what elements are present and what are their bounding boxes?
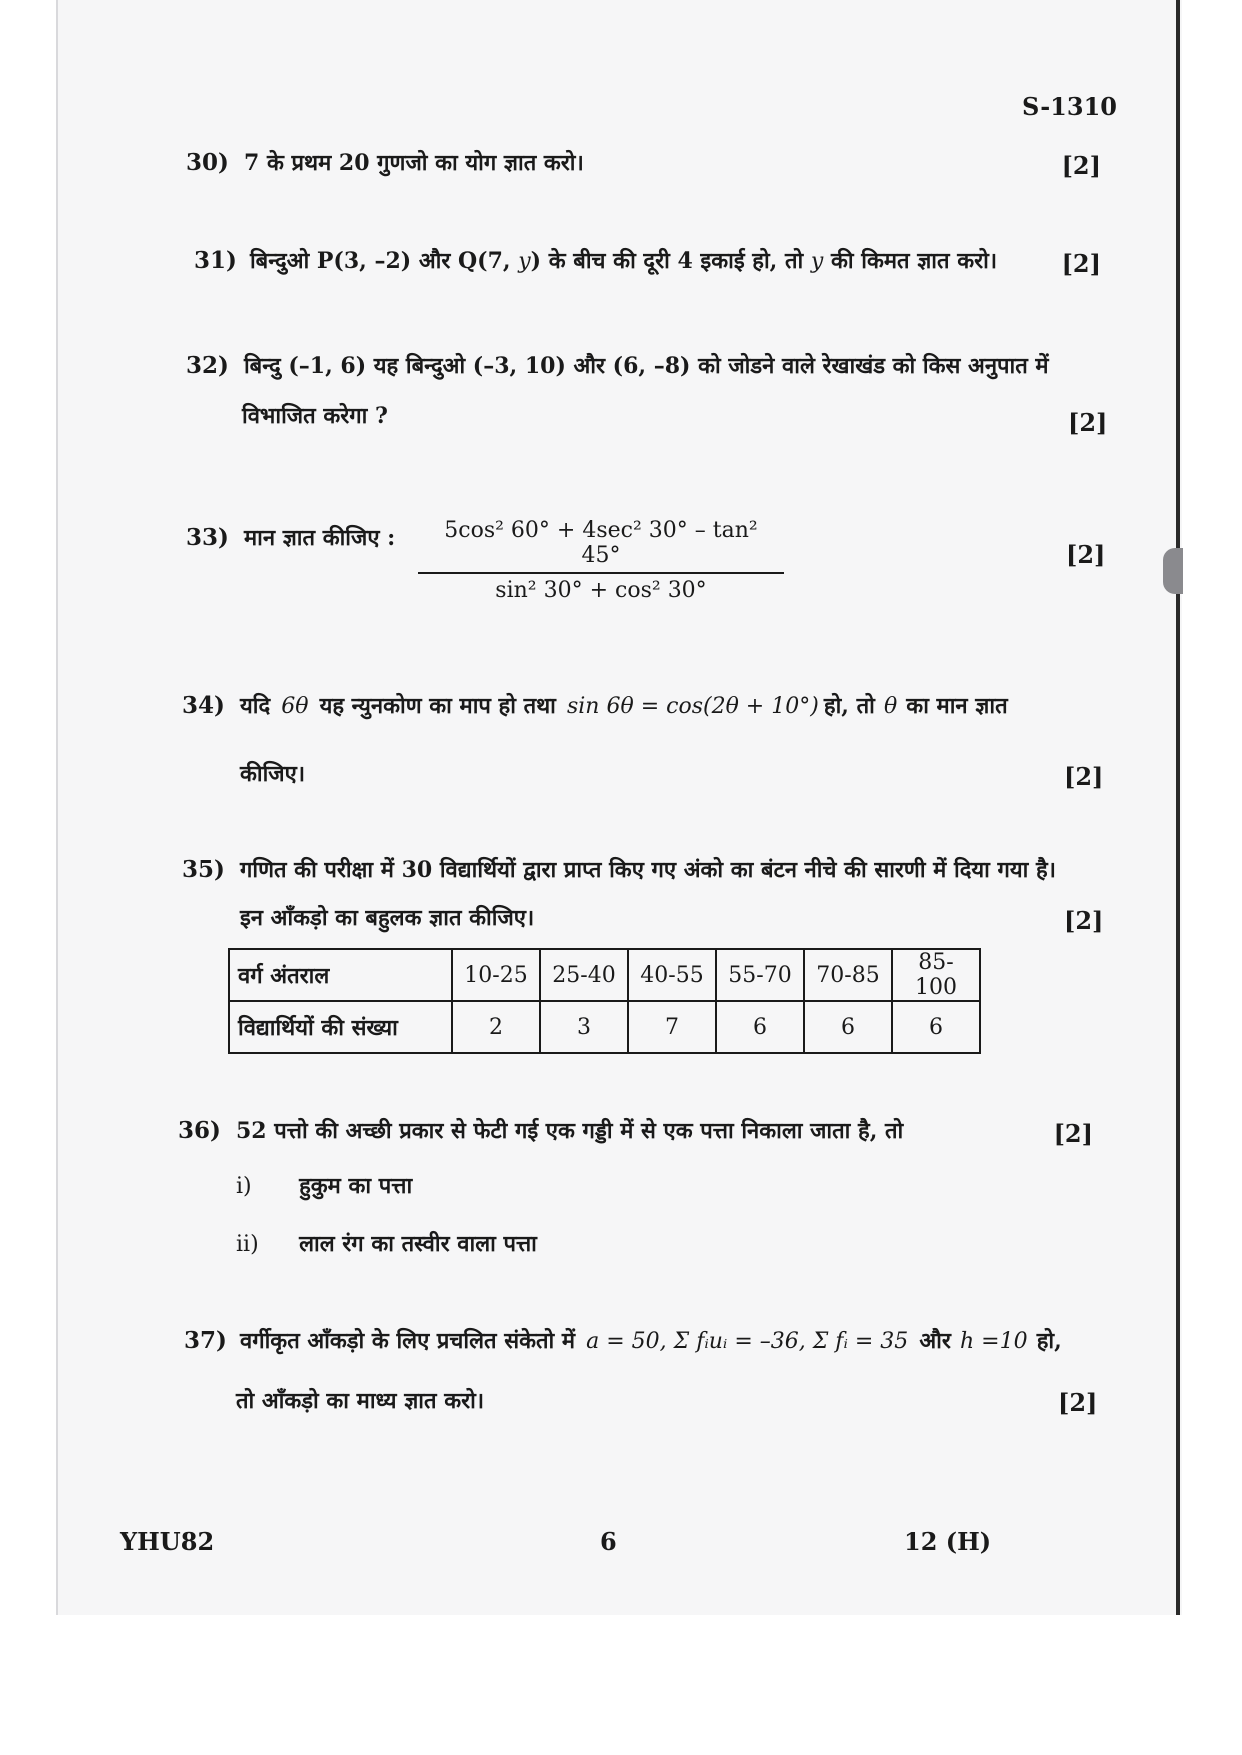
marks: [2] (1064, 762, 1104, 791)
math-expression: sin 6θ = cos(2θ + 10°) (566, 694, 819, 719)
question-text: 7 के प्रथम 20 गुणजो का योग ज्ञात करो। (243, 150, 584, 176)
page-number: 6 (600, 1527, 617, 1556)
part-text: हुकुम का पत्ता (299, 1173, 413, 1199)
question-text: 52 पत्तो की अच्छी प्रकार से फेटी गई एक गड्डी में से एक पत्ता निकाला जाता है, तो (235, 1118, 904, 1144)
marks: [2] (1061, 249, 1101, 278)
question-32 (186, 350, 1101, 380)
math-expression: a = 50, Σ fᵢuᵢ = –36, Σ fᵢ = 35 (586, 1329, 909, 1354)
question-text-part: हो, तो (823, 693, 875, 719)
question-number: 36) (178, 1117, 221, 1144)
table-cell: 6 (804, 1001, 892, 1053)
fraction-expression (418, 518, 784, 603)
frequency-table (228, 948, 981, 1054)
marks: [2] (1068, 408, 1108, 437)
question-text-part: और (919, 1328, 951, 1354)
table-cell: 55-70 (716, 949, 804, 1001)
question-text-part: का मान ज्ञात (906, 693, 1008, 719)
table-cell: 7 (628, 1001, 716, 1053)
table-row-header: विद्यार्थियों की संख्या (229, 1001, 452, 1053)
question-text-part: ) के बीच की दूरी 4 इकाई हो, तो (530, 248, 811, 274)
question-37 (184, 1325, 1099, 1355)
table-row-header: वर्ग अंतराल (229, 949, 452, 1001)
question-text-part: वर्गीकृत आँकड़ो के लिए प्रचलित संकेतो में (239, 1328, 576, 1354)
question-35 (182, 854, 1097, 884)
question-36-part-ii (236, 1228, 537, 1258)
paper-sheet (56, 0, 1182, 1615)
question-36-part-i (236, 1170, 412, 1200)
footer-code: YHU82 (120, 1527, 215, 1556)
table-cell: 2 (452, 1001, 540, 1053)
question-32-line2: विभाजित करेगा ? (242, 403, 388, 429)
question-33 (186, 522, 395, 552)
fraction-numerator: 5cos² 60° + 4sec² 30° – tan² 45° (418, 518, 784, 574)
binder-tab (1163, 548, 1183, 594)
table-row (229, 949, 980, 1001)
part-label: ii) (236, 1232, 259, 1257)
part-label: i) (236, 1174, 252, 1199)
part-text: लाल रंग का तस्वीर वाला पत्ता (299, 1231, 537, 1257)
marks: [2] (1066, 540, 1106, 569)
question-number: 34) (182, 692, 225, 719)
marks: [2] (1064, 906, 1104, 935)
table-cell: 10-25 (452, 949, 540, 1001)
table-cell: 3 (540, 1001, 628, 1053)
math-expression: θ (883, 694, 898, 719)
question-text-part: हो, (1036, 1328, 1062, 1354)
question-text-part: की किमत ज्ञात करो। (823, 248, 998, 274)
question-number: 37) (184, 1327, 227, 1354)
question-text-part: बिन्दुओ P(3, –2) और Q(7, (249, 248, 519, 274)
question-text-line1: गणित की परीक्षा में 30 विद्यार्थियों द्वारा प्राप्त किए गए अंको का बंटन नीचे की सारणी में दिया गया है। (239, 857, 1057, 883)
table-cell: 40-55 (628, 949, 716, 1001)
marks: [2] (1058, 1388, 1098, 1417)
variable: y (810, 249, 824, 274)
question-number: 35) (182, 856, 225, 883)
question-35-line2: इन आँकड़ो का बहुलक ज्ञात कीजिए। (240, 905, 535, 931)
variable: y (518, 249, 531, 274)
sheet-edge (1176, 0, 1180, 1615)
marks: [2] (1053, 1119, 1093, 1148)
question-number: 33) (186, 524, 229, 551)
table-cell: 85-100 (892, 949, 980, 1001)
math-expression: h =10 (960, 1329, 1028, 1354)
question-34 (182, 690, 1097, 720)
paper-code: S-1310 (1022, 92, 1117, 121)
table-cell: 6 (716, 1001, 804, 1053)
question-34-line2: कीजिए। (240, 761, 306, 787)
question-30 (186, 147, 1101, 180)
table-cell: 25-40 (540, 949, 628, 1001)
question-text-part: यह न्युनकोण का माप हो तथा (319, 693, 556, 719)
question-31 (194, 245, 1101, 278)
question-37-line2: तो आँकड़ो का माध्य ज्ञात करो। (236, 1388, 485, 1414)
question-number: 32) (186, 352, 229, 379)
question-text-part: यदि (239, 693, 271, 719)
question-label: मान ज्ञात कीजिए : (243, 525, 396, 551)
question-number: 30) (186, 149, 229, 176)
fraction-denominator: sin² 30° + cos² 30° (495, 578, 707, 603)
marks: [2] (1061, 151, 1101, 180)
table-cell: 70-85 (804, 949, 892, 1001)
math-expression: 6θ (281, 694, 309, 719)
table-row (229, 1001, 980, 1053)
question-number: 31) (194, 247, 237, 274)
question-text-line1: बिन्दु (–1, 6) यह बिन्दुओ (–3, 10) और (6, –8) को जोडने वाले रेखाखंड को किस अनुपात में (243, 353, 1049, 379)
question-36 (178, 1115, 1093, 1148)
footer-right: 12 (H) (904, 1527, 992, 1556)
table-cell: 6 (892, 1001, 980, 1053)
